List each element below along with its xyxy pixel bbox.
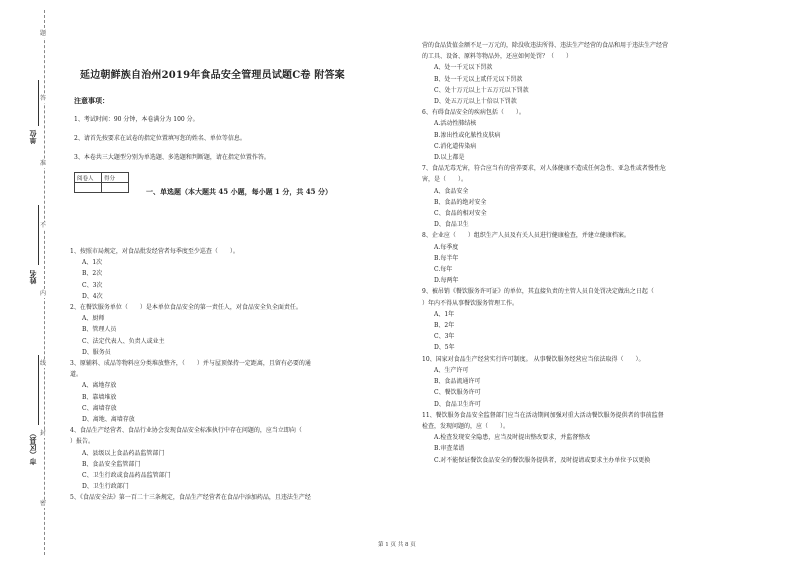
- cut-char-1: 题: [40, 30, 47, 37]
- cut-char-3: 准: [40, 160, 47, 167]
- name-label: 姓名: [28, 270, 37, 284]
- answer-option[interactable]: C、法定代表人、负责人或业主: [82, 337, 165, 345]
- answer-option[interactable]: A、食品安全: [434, 187, 469, 195]
- question-stem: 1、按照市局规定，对食品批发经营者每季度至少巡查（ ）。: [70, 248, 239, 255]
- answer-option[interactable]: D.每两年: [434, 277, 459, 285]
- binding-dashed-line: [44, 10, 45, 555]
- question-stem: 3、原辅料、成品等物料应分类堆放整齐，（ ）并与屋顶保持一定距离，且留有必要的通: [70, 360, 311, 368]
- question-stem: ）报告。: [70, 438, 95, 446]
- answer-option[interactable]: A、1次: [82, 259, 103, 267]
- section-title: 一、单选题（本大题共 45 小题，每小题 1 分，共 45 分）: [146, 187, 332, 196]
- question-block: [70, 246, 410, 302]
- question-stem: 7、食品无毒无害，符合应当有的营养要求，对人体健康不造成任何急性、亚急性或者慢性危: [422, 165, 666, 173]
- question-stem: 营的食品货值金额不足一万元的，除没收违法所得、违法生产经营的食品和用于违法生产经营: [422, 42, 669, 49]
- name-underline: [38, 205, 39, 265]
- question-stem: 2、在餐饮服务单位（ ）是本单位食品安全的第一责任人，对食品安全负全面责任。: [70, 304, 302, 312]
- answer-option[interactable]: A、生产许可: [434, 366, 469, 374]
- district-underline: [38, 355, 39, 425]
- answer-option[interactable]: D、食品卫生: [434, 221, 469, 229]
- unit-underline: [38, 80, 39, 126]
- answer-option[interactable]: D、离地、离墙存放: [82, 416, 135, 424]
- answer-option[interactable]: B、处一千元以上贰仟元以下罚款: [434, 75, 523, 83]
- district-label: 市（区县）: [28, 430, 37, 465]
- question-stem: 5、《食品安全法》第一百二十三条规定，食品生产经营者在食品中添加药品，且违法生产经: [70, 494, 311, 502]
- answer-option[interactable]: D.以上都是: [434, 154, 465, 162]
- notice-item: 3、本卷共三大题型分别为单选题、多选题和判断题，请在指定位置作答。: [74, 154, 270, 161]
- page-footer: 第 1 页 共 8 页: [378, 542, 416, 548]
- answer-option[interactable]: D、4次: [82, 292, 103, 300]
- question-block: [422, 107, 782, 163]
- cut-char-8: 密: [40, 500, 47, 507]
- answer-option[interactable]: C、餐饮服务许可: [434, 389, 481, 397]
- answer-option[interactable]: C.每年: [434, 266, 453, 274]
- score-table-score-cell[interactable]: [102, 183, 129, 193]
- question-stem: 8、企业应（ ）组织生产人员及有关人员进行健康检查，并建立健康档案。: [422, 232, 630, 240]
- question-block: [422, 40, 782, 107]
- answer-option[interactable]: A.活动性肺结核: [434, 120, 477, 128]
- cut-char-6: 线: [40, 360, 47, 367]
- answer-option[interactable]: B.每半年: [434, 254, 459, 262]
- answer-option[interactable]: A、离地存放: [82, 382, 117, 390]
- left-question-column: [70, 246, 410, 504]
- question-block: [70, 492, 410, 503]
- score-table-grader-cell[interactable]: [75, 183, 102, 193]
- cut-char-2: 答: [40, 95, 47, 102]
- score-table-grader: 阅卷人: [75, 173, 102, 183]
- question-block: [422, 230, 782, 286]
- answer-option[interactable]: C、3年: [434, 333, 455, 341]
- cut-char-7: 封: [40, 430, 47, 437]
- notice-item: 1、考试时间：90 分钟，本卷满分为 100 分。: [74, 116, 199, 123]
- question-stem: ）年内不得从事餐饮服务管理工作。: [422, 299, 519, 307]
- answer-option[interactable]: C.消化道传染病: [434, 142, 477, 150]
- answer-option[interactable]: C、处十万元以上十五万元以下罚款: [434, 86, 529, 94]
- question-block: [70, 358, 410, 425]
- answer-option[interactable]: A.每季度: [434, 243, 459, 251]
- answer-option[interactable]: D、处五万元以上十倍以下罚款: [434, 98, 517, 106]
- binding-margin: [0, 0, 60, 565]
- question-stem: 9、被吊销《餐饮服务许可证》的单位，其直接负责的主管人员自处罚决定做出之日起（: [422, 288, 654, 296]
- question-block: [422, 410, 782, 466]
- answer-option[interactable]: C、卫生行政或食品药品监管部门: [82, 472, 171, 480]
- question-stem: 害，是（ ）。: [422, 176, 468, 184]
- question-stem: 的工具、设备、原料等物品外，还应如何处罚？（ ）: [422, 53, 573, 61]
- question-stem: 6、有碍食品安全的疾病包括（ ）。: [422, 109, 525, 117]
- answer-option[interactable]: B、食品安全监管部门: [82, 460, 141, 468]
- question-stem: 检查，发现问题的，应（ ）。: [422, 422, 510, 430]
- answer-option[interactable]: C、3次: [82, 281, 103, 289]
- unit-label: 单位: [28, 130, 37, 144]
- answer-option[interactable]: A、1年: [434, 310, 455, 318]
- answer-option[interactable]: D、食品卫生许可: [434, 400, 481, 408]
- answer-option[interactable]: B、食品流通许可: [434, 378, 481, 386]
- question-block: [422, 286, 782, 353]
- notice-item: 2、请首先按要求在试卷的指定位置填写您的姓名、单位等信息。: [74, 135, 246, 142]
- question-block: [422, 354, 782, 410]
- score-table: [74, 172, 129, 193]
- answer-option[interactable]: A、厨师: [82, 315, 105, 323]
- answer-option[interactable]: D、卫生行政部门: [82, 483, 129, 491]
- answer-option[interactable]: A.检查发现安全隐患，应当及时提出整改要求，并监督整改: [434, 434, 591, 442]
- question-block: [70, 302, 410, 358]
- answer-option[interactable]: C、食品的相对安全: [434, 210, 487, 218]
- cut-char-5: 内: [40, 290, 47, 297]
- question-stem: 道。: [70, 371, 83, 379]
- answer-option[interactable]: B、食品的绝对安全: [434, 198, 487, 206]
- right-question-column: [422, 40, 782, 466]
- question-stem: 11、餐饮服务食品安全监督部门应当在活动期间加强对重大活动餐饮服务提供者的事前监督: [422, 411, 664, 419]
- question-block: [422, 163, 782, 230]
- answer-option[interactable]: C.对不能保证餐饮食品安全的餐饮服务提供者，及时提请或要求主办单位予以更换: [434, 456, 651, 464]
- answer-option[interactable]: A、县级以上食品药品监管部门: [82, 449, 165, 457]
- answer-option[interactable]: B、2次: [82, 270, 103, 278]
- question-stem: 4、食品生产经营者、食品行业协会发现食品安全标准执行中存在问题的，应当立即向（: [70, 427, 302, 435]
- answer-option[interactable]: D、服务员: [82, 348, 111, 356]
- answer-option[interactable]: A、处一千元以下罚款: [434, 64, 493, 72]
- answer-option[interactable]: B.审查菜谱: [434, 445, 465, 453]
- cut-char-4: 不: [40, 222, 47, 229]
- answer-option[interactable]: C、离墙存放: [82, 404, 117, 412]
- notice-heading: 注意事项：: [74, 96, 109, 105]
- answer-option[interactable]: D、5年: [434, 344, 455, 352]
- answer-option[interactable]: B、管理人员: [82, 326, 117, 334]
- question-stem: 10、国家对食品生产经营实行许可制度。 从事餐饮服务经营应当依法取得（ ）。: [422, 355, 645, 363]
- score-table-score: 得分: [102, 173, 129, 183]
- answer-option[interactable]: B、2年: [434, 322, 455, 330]
- question-block: [70, 425, 410, 492]
- answer-option[interactable]: B.渗出性或化脓性皮肤病: [434, 131, 501, 139]
- exam-title: 延边朝鲜族自治州2019年食品安全管理员试题C卷 附答案: [80, 70, 345, 81]
- answer-option[interactable]: B、靠墙堆放: [82, 393, 117, 401]
